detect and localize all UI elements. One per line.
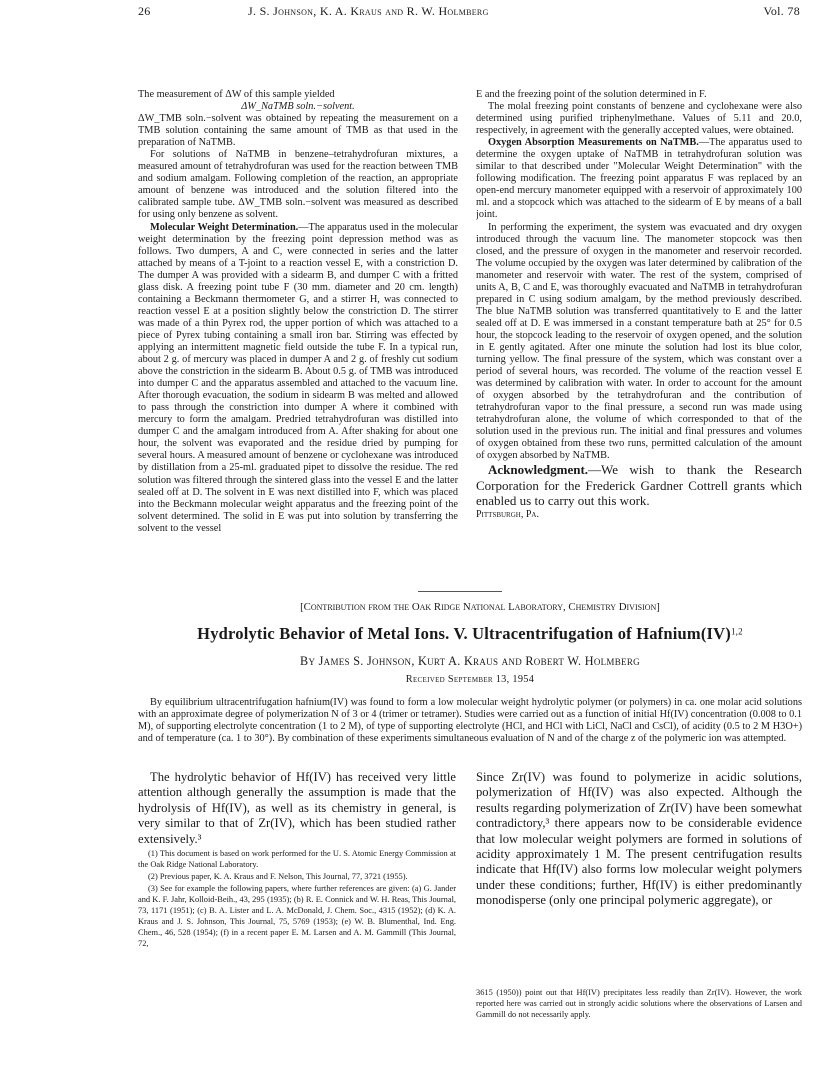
acknowledgment-heading: Acknowledgment.: [488, 462, 589, 478]
paragraph: ΔW_TMB soln.−solvent was obtained by repeating the measurement on a TMB solution containing the same amount of TMB as that used in the preparation of NaTMB.: [138, 113, 458, 149]
received-date: Received September 13, 1954: [405, 674, 535, 685]
body-left-column: [138, 770, 456, 847]
article-title: [120, 624, 820, 644]
section-heading: Molecular Weight Determination.: [150, 221, 299, 233]
running-head-authors: J. S. Johnson, K. A. Kraus and R. W. Holmberg: [248, 4, 489, 18]
footnote: (3) See for example the following papers, where further references are given: (a) G. Jander and K. F. Jahr, Kolloid-Beih., 43, 295 (1935); (b) R. E. Connick and W. H. Reas, This Journal, 73, 1171 (1951); (c) B. A. Lister and L. A. McDonald, J. Chem. Soc., 4315 (1952); (d) K. A. Kraus and J. S. Johnson, This Journal, 75, 5769 (1953); (e) W. B. Blumenthal, Ind. Eng. Chem., 46, 528 (1954); (f) in a recent paper E. M. Larsen and A. M. Gammill (This Journal, 72,: [138, 884, 456, 948]
paragraph: In performing the experiment, the system was evacuated and dry oxygen introduced through the vacuum line. The manometer stopcock was then closed, and the pressure of oxygen in the manometer and reservoir recorded. The volume occupied by the oxygen was later determined by calibration of the manometer and reservoir with water. The rest of the system, comprised of units A, B, C and E, was thoroughly evacuated and NaTMB in tetrahydrofuran prepared in C using sodium amalgam, by the method previously described. The blue NaTMB solution was transferred quantitatively to E and the latter sealed off at D. E was immersed in a constant temperature bath at 25° for 0.5 hour, the stopcock leading to the reservoir of oxygen opened, and the solution in E gently agitated. After one minute the solution had lost its blue color, turning yellow. The final pressure of the system, which was constant over a period of several hours, was recorded. The volume of the reaction vessel E was determined by calibration with water. In order to account for the amount of oxygen absorbed by the tetrahydrofuran and the contribution of tetrahydrofuran vapor to the final pressure, a second run was made using tetrahydrofuran alone, the volume of which corresponded to that of the solution used in the previous run. The initial and final pressures and volumes of oxygen obtained from these two runs, permitted calculation of the amount of oxygen absorbed by NaTMB.: [476, 221, 802, 462]
article-title-text: Hydrolytic Behavior of Metal Ions. V. Ultracentrifugation of Hafnium(IV): [197, 624, 731, 643]
running-head: [138, 4, 818, 24]
paragraph-text: —The apparatus used to determine the oxygen uptake of NaTMB in tetrahydrofuran solution was similar to that described under "Molecular Weight Determination" with the following modification. The freezing point apparatus F was replaced by an open-end mercury manometer equipped with a reservoir of approximately 100 ml. and a stopcock which was attached to the sidearm of E by means of a ball joint.: [476, 137, 802, 221]
section-heading: Oxygen Absorption Measurements on NaTMB.: [488, 137, 699, 149]
affiliation-city: Pittsburgh, Pa.: [476, 508, 539, 520]
title-footnote-refs: 1,2: [730, 626, 743, 637]
volume-label: Vol. 78: [763, 4, 800, 18]
left-column-continuation: [138, 89, 458, 584]
right-column-continuation: [476, 89, 802, 584]
acknowledgment: [476, 462, 802, 508]
paragraph-text: —The apparatus used in the molecular weight determination by the freezing point depression method was as follows. Two dumpers, A and C, were connected in series and the latter attached by means of a T-joint to a reaction vessel E, with a constriction D. The dumper A was provided with a sidearm B, and dumper C with a fritted glass disk. A freezing point tube F (30 mm. diameter and 20 cm. length) containing a Beckmann thermometer G, and a stirrer H, was connected to reaction vessel E at a position slightly below the constriction D. The stirrer was made of a thin Pyrex rod, the upper portion of which was attached to a piece of Pyrex tubing containing a small iron bar. Stirring was effected by applying an intermittent magnetic field outside the tube F. In a typical run, about 2 g. of mercury was placed in dumper A and 2 g. of freshly cut sodium above the constriction in the sidearm B. About 0.5 g. of TMB was introduced into dumper C and the apparatus assembled and attached to the vacuum line. After thorough evacuation, the sodium in sidearm B was melted and allowed to pass through the constriction into dumper A where it combined with mercury to form the amalgam. Predried tetrahydrofuran was distilled into dumper C and the amalgam introduced from A. After shaking for about one hour, the solvent was evaporated and the residue dried by pumping for several hours. A measured amount of benzene or cyclohexane was introduced by distillation from a 25-ml. graduated pipet to dissolve the residue. The red solution was filtered through the sintered glass into the vessel E and the latter sealed off at D. The solvent in E was next distilled into F, which was placed into the Beckmann molecular weight apparatus and the freezing point of the solvent determined. The solid in E was put into solution by transferring the solvent to the vessel: [138, 221, 458, 534]
footnote: (1) This document is based on work performed for the U. S. Atomic Energy Commission at the Oak Ridge National Laboratory.: [138, 849, 456, 869]
footnote: (2) Previous paper, K. A. Kraus and F. Nelson, This Journal, 77, 3721 (1955).: [148, 872, 408, 881]
section-divider: [418, 591, 502, 592]
footnotes: [138, 848, 456, 950]
footnote-continuation: 3615 (1950)) point out that Hf(IV) precipitates less readily than Zr(IV). However, the work reported here was carried out in strongly acidic solutions where the observations of Larsen and Gammill do not necessarily apply.: [476, 988, 802, 1019]
abstract: By equilibrium ultracentrifugation hafnium(IV) was found to form a low molecular weight hydrolytic polymer (or polymers) in ca. one molar acid solutions with an approximate degree of polymerization N of 3 or 4 (trimer or tetramer). Studies were carried out as a function of initial Hf(IV) concentration (0.008 to 0.1 M), of supporting electrolyte concentration (1 to 2 M), of type of supporting electrolyte (HCl, and HCl with LiCl, NaCl and CsCl), of acidity (0.5 to 2 M H3O+) and of temperature (ca. 1 to 30°). By combination of these experiments simultaneous evaluation of N and of the charge z of the polymeric ion was attempted.: [138, 697, 802, 745]
paragraph: For solutions of NaTMB in benzene–tetrahydrofuran mixtures, a measured amount of tetrahydrofuran was used for the reaction between TMB and sodium amalgam. Following completion of the reaction, an appropriate amount of benzene was introduced and the solution filtered into the calibrated sample tube. ΔW_TMB soln.−solvent was measured as described for using only benzene as solvent.: [138, 149, 458, 221]
page-number: 26: [138, 4, 151, 18]
paragraph: [476, 137, 802, 221]
paragraph: The hydrolytic behavior of Hf(IV) has received very little attention although generally the assumption is made that the hydrolysis of Hf(IV), as well as its chemistry in general, is very similar to that of Zr(IV), which has been studied rather extensively.³: [138, 770, 456, 846]
paragraph: The measurement of ΔW of this sample yielded: [138, 89, 335, 100]
body-right-column: Since Zr(IV) was found to polymerize in acidic solutions, polymerization of Hf(IV) was also expected. Although the results regarding polymerization of Zr(IV) have been somewhat contradictory,³ there appears now to be considerable evidence that low molecular weight polymers are formed in solutions of acidity approximately 1 M. The present centrifugation results indicate that Hf(IV) also forms low molecular weight polymers under these conditions; further, Hf(IV) is either predominantly monodisperse (only one principal polymeric aggregate), or: [476, 770, 802, 908]
byline: By James S. Johnson, Kurt A. Kraus and Robert W. Holmberg: [300, 654, 640, 668]
contribution-line: [Contribution from the Oak Ridge National Laboratory, Chemistry Division]: [300, 601, 660, 613]
acknowledgment-text: —We wish to thank the Research Corporation for the Frederick Gardner Cottrell grants which enabled us to carry out this work.: [476, 462, 802, 509]
paragraph: [138, 222, 458, 535]
paragraph: E and the freezing point of the solution determined in F.: [476, 89, 707, 100]
paragraph: The molal freezing point constants of benzene and cyclohexane were also determined using purified triphenylmethane. Values of 5.11 and 20.0, respectively, in agreement with the generally accepted values, were obtained.: [476, 101, 802, 137]
equation: ΔW_NaTMB soln.−solvent.: [241, 101, 355, 113]
